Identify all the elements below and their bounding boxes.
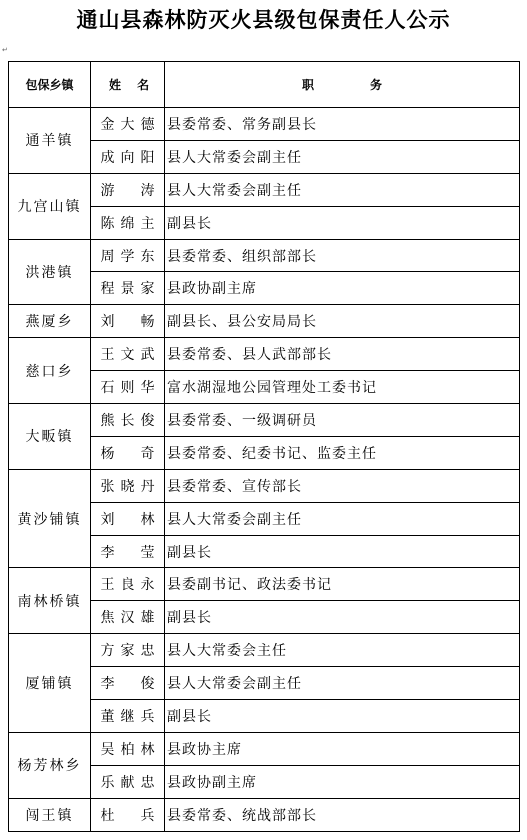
- town-cell: 九宫山镇: [9, 173, 91, 239]
- person-name: 陈绵主: [100, 215, 155, 232]
- role-cell: 富水湖湿地公园管理处工委书记: [165, 371, 520, 404]
- town-cell: 黄沙铺镇: [9, 469, 91, 568]
- person-name: 李俊: [100, 676, 155, 693]
- town-cell: 燕厦乡: [9, 305, 91, 338]
- role-cell: 副县长: [165, 601, 520, 634]
- person-name: 游涛: [100, 182, 155, 199]
- header-name: 姓 名: [91, 62, 165, 108]
- person-name: 张晓丹: [100, 478, 155, 495]
- name-cell: [91, 371, 165, 404]
- person-name: 石则华: [100, 380, 155, 397]
- name-cell: [91, 404, 165, 437]
- table-row: [9, 404, 520, 437]
- role-cell: 县政协副主席: [165, 272, 520, 305]
- header-role: [165, 62, 520, 108]
- town-cell: 洪港镇: [9, 239, 91, 305]
- table-header-row: [9, 62, 520, 108]
- name-cell: [91, 305, 165, 338]
- table-row: [9, 568, 520, 601]
- name-cell: [91, 108, 165, 141]
- table-row: [9, 239, 520, 272]
- person-name: 周学东: [100, 248, 155, 265]
- role-cell: 副县长: [165, 206, 520, 239]
- responsibility-table: [8, 61, 520, 832]
- person-name: 金大德: [100, 116, 155, 133]
- table-body: [9, 108, 520, 832]
- table-row: [9, 732, 520, 765]
- table-row: [9, 798, 520, 831]
- role-cell: 县人大常委会副主任: [165, 173, 520, 206]
- table-row: [9, 305, 520, 338]
- role-cell: 县委常委、县人武部部长: [165, 338, 520, 371]
- person-name: 王文武: [100, 347, 155, 364]
- role-cell: 副县长: [165, 535, 520, 568]
- person-name: 杨奇: [100, 445, 155, 462]
- name-cell: [91, 272, 165, 305]
- person-name: 乐献忠: [100, 774, 155, 791]
- town-cell: 通羊镇: [9, 108, 91, 174]
- person-name: 刘畅: [100, 314, 155, 331]
- person-name: 成向阳: [100, 149, 155, 166]
- person-name: 董继兵: [100, 708, 155, 725]
- role-cell: 县委副书记、政法委书记: [165, 568, 520, 601]
- name-cell: [91, 667, 165, 700]
- name-cell: [91, 765, 165, 798]
- person-name: 吴柏林: [100, 741, 155, 758]
- role-cell: 县委常委、统战部部长: [165, 798, 520, 831]
- table-row: [9, 634, 520, 667]
- header-role-label: 职务: [302, 78, 382, 92]
- name-cell: [91, 173, 165, 206]
- role-cell: 县人大常委会副主任: [165, 140, 520, 173]
- role-cell: 县委常委、宣传部长: [165, 469, 520, 502]
- name-cell: [91, 798, 165, 831]
- role-cell: 县政协副主席: [165, 765, 520, 798]
- header-town: 包保乡镇: [9, 62, 91, 108]
- role-cell: 县委常委、常务副县长: [165, 108, 520, 141]
- person-name: 程景家: [100, 281, 155, 298]
- town-cell: 闯王镇: [9, 798, 91, 831]
- role-cell: 县人大常委会副主任: [165, 667, 520, 700]
- role-cell: 副县长、县公安局局长: [165, 305, 520, 338]
- paragraph-mark: ↵: [2, 46, 8, 54]
- name-cell: [91, 469, 165, 502]
- name-cell: [91, 338, 165, 371]
- table-row: [9, 338, 520, 371]
- name-cell: [91, 535, 165, 568]
- name-cell: [91, 634, 165, 667]
- page-title: 通山县森林防灭火县级包保责任人公示: [76, 8, 451, 32]
- person-name: 方家忠: [100, 643, 155, 660]
- role-cell: 县政协主席: [165, 732, 520, 765]
- role-cell: 县委常委、一级调研员: [165, 404, 520, 437]
- town-cell: 杨芳林乡: [9, 732, 91, 798]
- person-name: 王良永: [100, 577, 155, 594]
- table-row: [9, 108, 520, 141]
- table-row: [9, 469, 520, 502]
- town-cell: 南林桥镇: [9, 568, 91, 634]
- person-name: 熊长俊: [100, 412, 155, 429]
- town-cell: 大畈镇: [9, 404, 91, 470]
- role-cell: 县委常委、组织部部长: [165, 239, 520, 272]
- name-cell: [91, 732, 165, 765]
- role-cell: 县人大常委会副主任: [165, 502, 520, 535]
- role-cell: 副县长: [165, 700, 520, 733]
- role-cell: 县委常委、纪委书记、监委主任: [165, 436, 520, 469]
- name-cell: [91, 568, 165, 601]
- person-name: 焦汉雄: [100, 610, 155, 627]
- person-name: 刘林: [100, 511, 155, 528]
- name-cell: [91, 700, 165, 733]
- person-name: 杜兵: [100, 807, 155, 824]
- role-cell: 县人大常委会主任: [165, 634, 520, 667]
- name-cell: [91, 140, 165, 173]
- name-cell: [91, 206, 165, 239]
- table-row: [9, 173, 520, 206]
- person-name: 李莹: [100, 544, 155, 561]
- name-cell: [91, 436, 165, 469]
- name-cell: [91, 502, 165, 535]
- town-cell: 厦铺镇: [9, 634, 91, 733]
- town-cell: 慈口乡: [9, 338, 91, 404]
- name-cell: [91, 601, 165, 634]
- name-cell: [91, 239, 165, 272]
